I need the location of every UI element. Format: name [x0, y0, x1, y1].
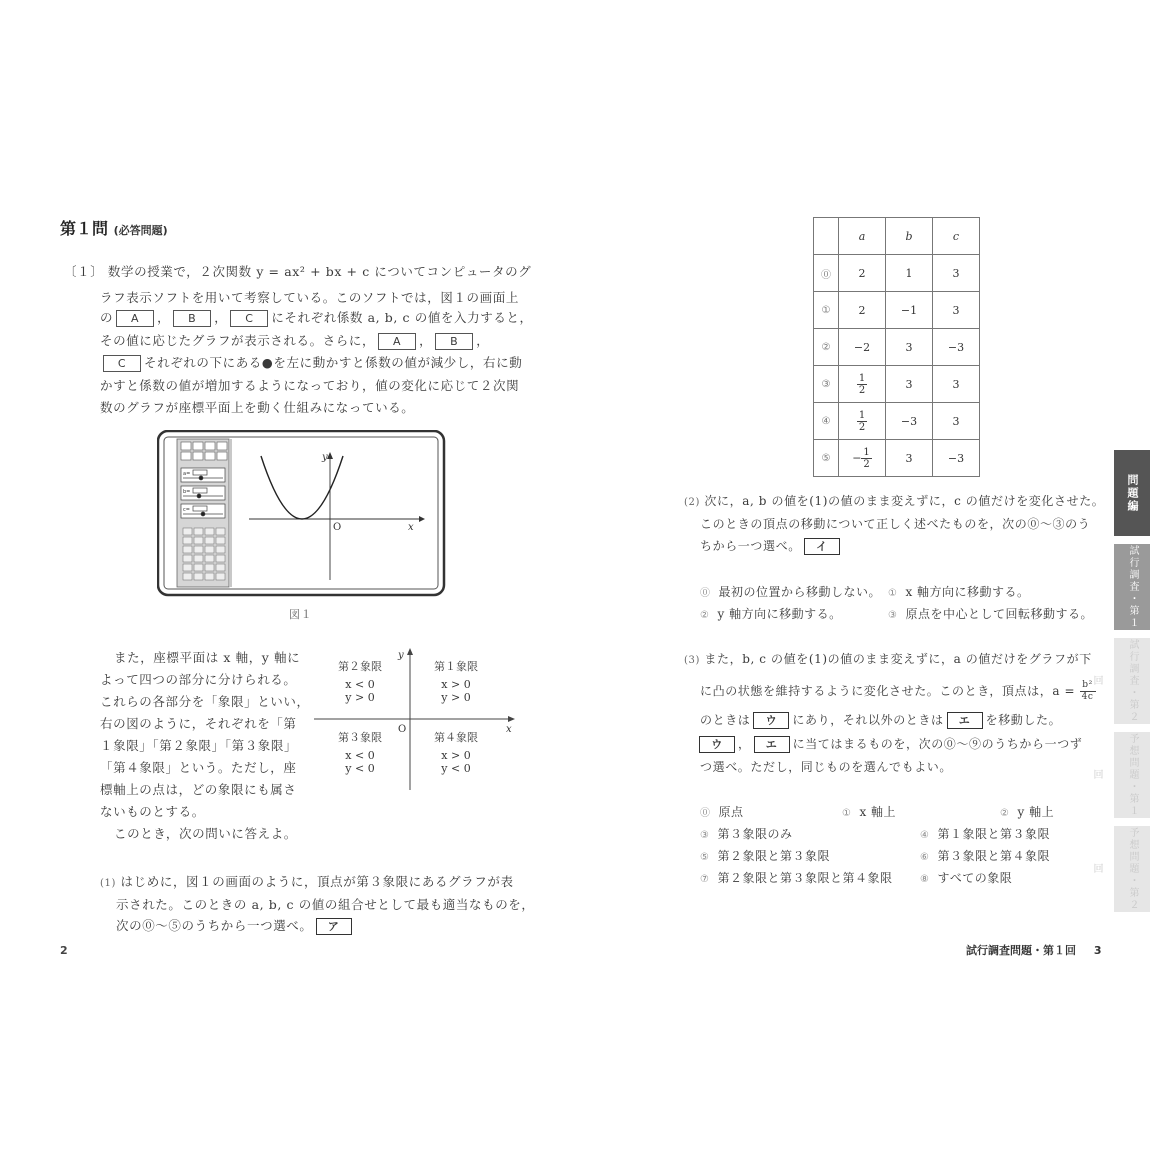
table-header-row [814, 218, 980, 255]
option-text: x 軸上 [859, 805, 897, 819]
quadrant-condition: y > 0 [441, 691, 471, 704]
option-mark: ③ [700, 830, 710, 841]
row-index: ④ [814, 403, 839, 440]
fraction-denominator: 2 [858, 384, 866, 396]
footer-title: 試行調査問題・第１回 [966, 944, 1076, 957]
quadrant-condition: x < 0 [345, 678, 375, 691]
section-subtitle: (必答問題) [113, 224, 168, 237]
fraction [857, 373, 867, 396]
side-tab[interactable]: 予想問題・第２回 [1114, 826, 1150, 912]
intro-line-6: かすと係数の値が増加するようになっており，値の変化に応じて２次関 [100, 378, 520, 393]
cell-c: 3 [933, 255, 980, 292]
option-mark: ② [1000, 808, 1010, 819]
intro-line-1 [64, 262, 531, 280]
answer-box-e: エ [947, 712, 983, 729]
q3-text: また，b, c の値を(1)の値のまま変えずに，a の値だけをグラフが下 [704, 652, 1092, 666]
table-header: a [839, 218, 886, 255]
option-text: 第３象限と第４象限 [937, 849, 1050, 863]
cell-b: 3 [886, 440, 933, 477]
intro-line-2: ラフ表示ソフトを用いて考察している。このソフトでは，図１の画面上 [100, 290, 519, 305]
fraction-numerator: 1 [858, 409, 866, 421]
box-c: C [103, 355, 141, 372]
q1-line-2: 示された。このときの a, b, c の値の組合せとして最も適当なものを， [116, 897, 535, 912]
fraction-numerator: 1 [863, 446, 870, 458]
slider-a-label: a= [183, 471, 191, 477]
option-mark: ③ [888, 610, 898, 621]
table-row [814, 329, 980, 366]
option-mark: ⑥ [920, 852, 930, 863]
quadrant-4-label [416, 729, 496, 775]
table-row [814, 366, 980, 403]
cell-a: 2 [839, 255, 886, 292]
q2-line-3 [700, 537, 843, 555]
table-header: c [933, 218, 980, 255]
fraction-denominator: 2 [858, 421, 866, 433]
x-axis-label: x [408, 522, 414, 533]
cell-a: −2 [839, 329, 886, 366]
q1-text: はじめに，図１の画面のように，頂点が第３象限にあるグラフが表 [120, 874, 514, 889]
cell-b: −1 [886, 292, 933, 329]
right-page-number: 3 [1093, 944, 1102, 957]
fraction [857, 410, 867, 433]
q2-option [700, 583, 881, 600]
intro-text: にそれぞれ係数 a, b, c の値を入力すると， [271, 310, 533, 325]
q1-text: 次の⓪〜⑤のうちから一つ選べ。 [116, 918, 313, 933]
box-b: B [435, 333, 473, 350]
quadrant-x-label: x [506, 724, 512, 735]
option-text: 最初の位置から移動しない。 [718, 585, 882, 599]
section-heading [60, 216, 168, 239]
table-row [814, 440, 980, 477]
option-text: 原点を中心として回転移動する。 [905, 607, 1093, 621]
quadrant-text-line: 右の図のように，それぞれを「第 [100, 716, 297, 731]
q3-text: にあり，それ以外のときは [792, 713, 944, 727]
option-text: 原点 [718, 805, 744, 819]
quadrant-text-line: また，座標平面は x 軸，y 軸に [114, 650, 301, 665]
cell-c: 3 [933, 366, 980, 403]
option-text: y 軸方向に移動する。 [717, 607, 842, 621]
left-page-number: 2 [60, 944, 68, 957]
fraction [861, 447, 871, 470]
row-index: ③ [814, 366, 839, 403]
quadrant-condition: x > 0 [441, 678, 471, 691]
q3-line-2 [700, 680, 1096, 703]
option-text: 第３象限のみ [717, 827, 793, 841]
quadrant-1-label [416, 658, 496, 704]
option-mark: ⓪ [700, 588, 711, 599]
q3-option [920, 869, 1012, 886]
option-text: 第１象限と第３象限 [937, 827, 1050, 841]
quadrant-name: 第２象限 [338, 660, 382, 673]
fraction-numerator: 1 [858, 372, 866, 384]
quadrant-condition: x < 0 [345, 749, 375, 762]
row-index: ⓪ [814, 255, 839, 292]
intro-line-7: 数のグラフが座標平面上を動く仕組みになっている。 [100, 400, 415, 415]
fraction-denominator: 4c [1081, 692, 1094, 702]
q1-line-3 [116, 916, 355, 935]
option-mark: ④ [920, 830, 930, 841]
cell-c: 3 [933, 292, 980, 329]
quadrant-condition: y > 0 [345, 691, 375, 704]
cell-a [839, 440, 886, 477]
q3-option [920, 825, 1050, 842]
part-label: 〔１〕 [64, 264, 104, 279]
quadrant-condition: y < 0 [345, 762, 375, 775]
side-tab-active[interactable]: 問題編 [1114, 450, 1150, 536]
q3-option [700, 825, 792, 842]
coefficient-table [813, 217, 980, 477]
option-mark: ⑤ [700, 852, 710, 863]
right-page-footer [966, 942, 1102, 958]
intro-line-4: その値に応じたグラフが表示される。さらに， A ， B ， [100, 333, 490, 348]
cell-a [839, 403, 886, 440]
quadrant-2-label [320, 658, 400, 704]
q3-label: (3) [684, 655, 700, 666]
slider-c-label: c= [183, 507, 190, 513]
option-text: すべての象限 [937, 871, 1013, 885]
quadrant-text-line: このとき，次の問いに答えよ。 [114, 826, 297, 841]
q3-line-5: つ選べ。ただし，同じものを選んでもよい。 [700, 760, 953, 774]
q2-option [888, 583, 1030, 600]
q3-line-1 [684, 650, 1092, 667]
cell-c: −3 [933, 329, 980, 366]
q3-line-3 [700, 711, 1061, 729]
q1-line-1 [100, 872, 514, 890]
q2-line-2: このときの頂点の移動について正しく述べたものを，次の⓪〜③のう [700, 517, 1091, 531]
q3-option [1000, 803, 1054, 820]
option-text: 第２象限と第３象限 [717, 849, 830, 863]
quadrant-name: 第１象限 [434, 660, 478, 673]
cell-a [839, 366, 886, 403]
side-tab[interactable]: 試行調査・第１回 [1114, 544, 1150, 630]
answer-box-u: ウ [699, 736, 735, 753]
option-mark: ② [700, 610, 710, 621]
option-text: 第２象限と第３象限と第４象限 [717, 871, 893, 885]
intro-text: それぞれの下にある●を左に動かすと係数の値が減少し，右に動 [144, 355, 523, 370]
option-text: x 軸方向に移動する。 [905, 585, 1030, 599]
quadrant-explanation [100, 648, 310, 846]
box-b: B [173, 310, 211, 327]
row-index: ① [814, 292, 839, 329]
slider-b-label: b= [183, 489, 191, 495]
quadrant-text-line: 「第４象限」という。ただし，座 [100, 760, 297, 775]
intro-prefix: の [100, 310, 114, 325]
row-index: ② [814, 329, 839, 366]
origin-label: O [333, 522, 342, 533]
option-mark: ⓪ [700, 808, 711, 819]
quadrant-text-line: ないものとする。 [100, 804, 205, 819]
q1-label: (1) [100, 878, 116, 889]
q3-option [700, 847, 830, 864]
q2-label: (2) [684, 497, 700, 508]
fraction-denominator: 2 [863, 458, 870, 470]
table-row [814, 255, 980, 292]
row-index: ⑤ [814, 440, 839, 477]
quadrant-origin: O [398, 724, 407, 735]
quadrant-y-label: y [398, 650, 404, 661]
q3-option [842, 803, 896, 820]
quadrant-text-line: １象限」「第２象限」「第３象限」 [100, 738, 298, 753]
quadrant-text-line: よって四つの部分に分けられる。 [100, 672, 297, 687]
option-mark: ① [888, 588, 898, 599]
answer-box-i: イ [804, 538, 840, 555]
q3-text: ， [738, 737, 751, 751]
table-corner [814, 218, 839, 255]
cell-c: 3 [933, 403, 980, 440]
figure-1-caption: 図１ [289, 608, 313, 621]
quadrant-text-line: これらの各部分を「象限」といい， [100, 694, 310, 709]
quadrant-condition: x > 0 [441, 749, 471, 762]
cell-c: −3 [933, 440, 980, 477]
q3-option [700, 803, 744, 820]
figure-1-screen [157, 430, 447, 598]
q2-option [700, 605, 842, 622]
answer-box-a: ア [316, 918, 352, 935]
table-row [814, 403, 980, 440]
option-mark: ⑧ [920, 874, 930, 885]
side-tab[interactable]: 試行調査・第２回 [1114, 638, 1150, 724]
quadrant-condition: y < 0 [441, 762, 471, 775]
cell-b: 3 [886, 329, 933, 366]
q3-option [920, 847, 1050, 864]
quadrant-name: 第４象限 [434, 731, 478, 744]
cell-b: 3 [886, 366, 933, 403]
intro-line-3: の A ， B ， C にそれぞれ係数 a, b, c の値を入力すると， [100, 310, 533, 325]
cell-a: 2 [839, 292, 886, 329]
side-tab[interactable]: 予想問題・第１回 [1114, 732, 1150, 818]
q3-text: のときは [700, 713, 751, 727]
option-mark: ① [842, 808, 852, 819]
box-a: A [378, 333, 416, 350]
quadrant-text-line: 標軸上の点は，どの象限にも属さ [100, 782, 297, 797]
q3-option [700, 869, 892, 886]
q3-text: に凸の状態を維持するように変化させた。このとき，頂点は，a = [700, 684, 1076, 698]
q2-line-1 [684, 492, 1104, 509]
q2-option [888, 605, 1093, 622]
box-c: C [230, 310, 268, 327]
option-text: y 軸上 [1017, 805, 1055, 819]
intro-text: 数学の授業で，２次関数 y = ax² + bx + c についてコンピュータのグ [107, 264, 532, 279]
q3-text: に当てはまるものを，次の⓪〜⑨のうちから一つず [792, 737, 1083, 751]
table-row [814, 292, 980, 329]
box-a: A [116, 310, 154, 327]
y-axis-label: y [322, 452, 328, 463]
intro-line-5 [100, 353, 522, 372]
q2-text: 次に，a, b の値を(1)の値のまま変えずに，c の値だけを変化させた。 [704, 494, 1105, 508]
q3-line-4 [696, 735, 1082, 753]
fraction-sign: − [852, 451, 862, 464]
section-title: 第１問 [60, 219, 109, 238]
cell-b: −3 [886, 403, 933, 440]
option-mark: ⑦ [700, 874, 710, 885]
quadrant-name: 第３象限 [338, 731, 382, 744]
cell-b: 1 [886, 255, 933, 292]
quadrant-3-label [320, 729, 400, 775]
table-header: b [886, 218, 933, 255]
answer-box-u: ウ [753, 712, 789, 729]
intro-text: その値に応じたグラフが表示される。さらに， [100, 333, 376, 348]
q2-text: ちから一つ選べ。 [700, 539, 801, 553]
answer-box-e: エ [754, 736, 790, 753]
q3-text: を移動した。 [985, 713, 1062, 727]
